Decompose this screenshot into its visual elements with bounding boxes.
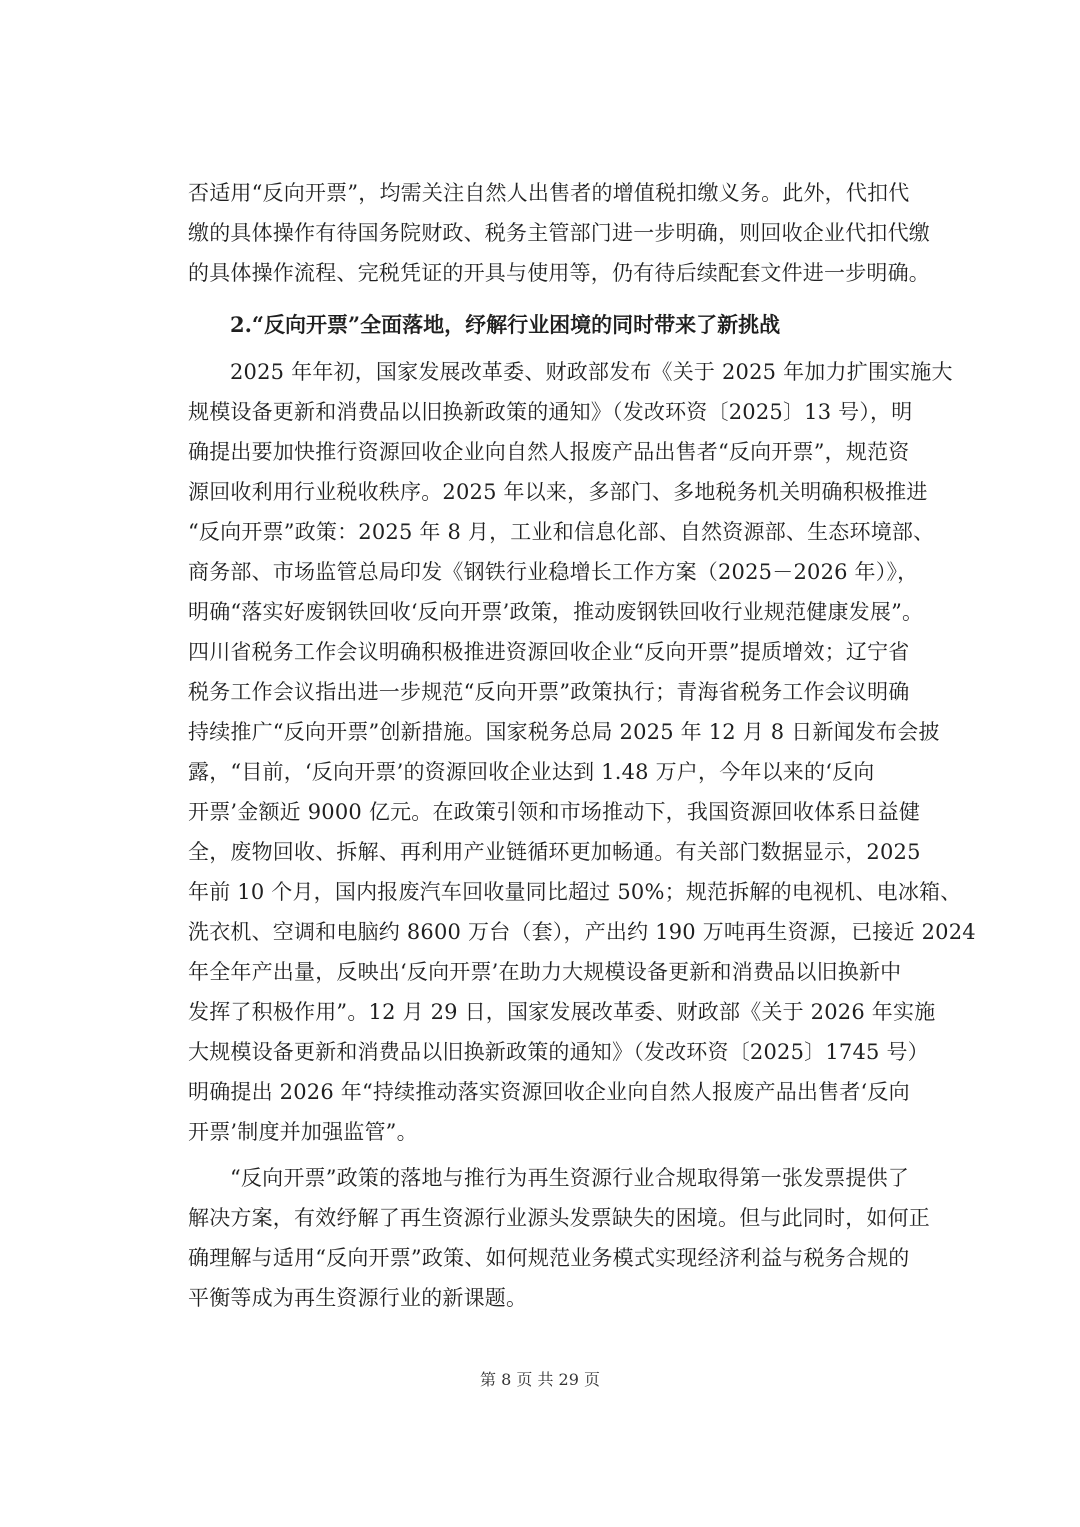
paragraph-line: 全，废物回收、拆解、再利用产业链循环更加畅通。有关部门数据显示，2025 — [188, 840, 921, 864]
paragraph-line: 确理解与适用“反向开票”政策、如何规范业务模式实现经济利益与税务合规的 — [188, 1246, 910, 1270]
section-heading: 2.“反向开票”全面落地，纾解行业困境的同时带来了新挑战 — [230, 312, 781, 337]
paragraph-line: 缴的具体操作有待国务院财政、税务主管部门进一步明确，则回收企业代扣代缴 — [188, 221, 930, 245]
paragraph-line: “反向开票”政策的落地与推行为再生资源行业合规取得第一张发票提供了 — [230, 1166, 910, 1190]
paragraph-line: 持续推广“反向开票”创新措施。国家税务总局 2025 年 12 月 8 日新闻发布会披 — [188, 720, 940, 744]
page-number-footer: 第 8 页 共 29 页 — [480, 1370, 600, 1389]
paragraph-line: 开票’制度并加强监管”。 — [188, 1120, 418, 1144]
paragraph-line: 的具体操作流程、完税凭证的开具与使用等，仍有待后续配套文件进一步明确。 — [188, 261, 930, 285]
paragraph-line: 商务部、市场监管总局印发《钢铁行业稳增长工作方案（2025－2026 年）》， — [188, 560, 919, 584]
paragraph-line: 年全年产出量，反映出‘反向开票’在助力大规模设备更新和消费品以旧换新中 — [188, 960, 902, 984]
paragraph-line: 源回收利用行业税收秩序。2025 年以来，多部门、多地税务机关明确积极推进 — [188, 480, 928, 504]
paragraph-line: 规模设备更新和消费品以旧换新政策的通知》（发改环资〔2025〕13 号），明 — [188, 400, 913, 424]
paragraph-line: 露，“目前，‘反向开票’的资源回收企业达到 1.48 万户，今年以来的‘反向 — [188, 760, 875, 784]
paragraph-line: 解决方案，有效纾解了再生资源行业源头发票缺失的困境。但与此同时，如何正 — [188, 1206, 930, 1230]
paragraph-line: 2025 年年初，国家发展改革委、财政部发布《关于 2025 年加力扩围实施大 — [230, 360, 953, 384]
paragraph-line: 洗衣机、空调和电脑约 8600 万台（套），产出约 190 万吨再生资源，已接近 2024 — [188, 920, 976, 944]
paragraph-2 — [188, 352, 976, 1152]
paragraph-line: 年前 10 个月，国内报废汽车回收量同比超过 50%；规范拆解的电视机、电冰箱、 — [188, 880, 962, 904]
paragraph-line: 税务工作会议指出进一步规范“反向开票”政策执行；青海省税务工作会议明确 — [188, 680, 910, 704]
paragraph-line: 否适用“反向开票”，均需关注自然人出售者的增值税扣缴义务。此外，代扣代 — [188, 181, 910, 205]
paragraph-line: 大规模设备更新和消费品以旧换新政策的通知》（发改环资〔2025〕1745 号） — [188, 1040, 929, 1064]
paragraph-line: 四川省税务工作会议明确积极推进资源回收企业“反向开票”提质增效；辽宁省 — [188, 640, 910, 664]
paragraph-line: 平衡等成为再生资源行业的新课题。 — [188, 1286, 528, 1310]
paragraph-3 — [188, 1158, 930, 1318]
paragraph-line: 开票’金额近 9000 亿元。在政策引领和市场推动下，我国资源回收体系日益健 — [188, 800, 921, 824]
paragraph-line: 确提出要加快推行资源回收企业向自然人报废产品出售者“反向开票”，规范资 — [188, 440, 910, 464]
paragraph-line: 发挥了积极作用”。12 月 29 日，国家发展改革委、财政部《关于 2026 年实施 — [188, 1000, 936, 1024]
paragraph-line: 明确“落实好废钢铁回收‘反向开票’政策，推动废钢铁回收行业规范健康发展”。 — [188, 600, 924, 624]
paragraph-line: 明确提出 2026 年“持续推动落实资源回收企业向自然人报废产品出售者‘反向 — [188, 1080, 910, 1104]
paragraph-line: “反向开票”政策：2025 年 8 月，工业和信息化部、自然资源部、生态环境部、 — [188, 520, 935, 544]
paragraph-1 — [188, 173, 930, 293]
